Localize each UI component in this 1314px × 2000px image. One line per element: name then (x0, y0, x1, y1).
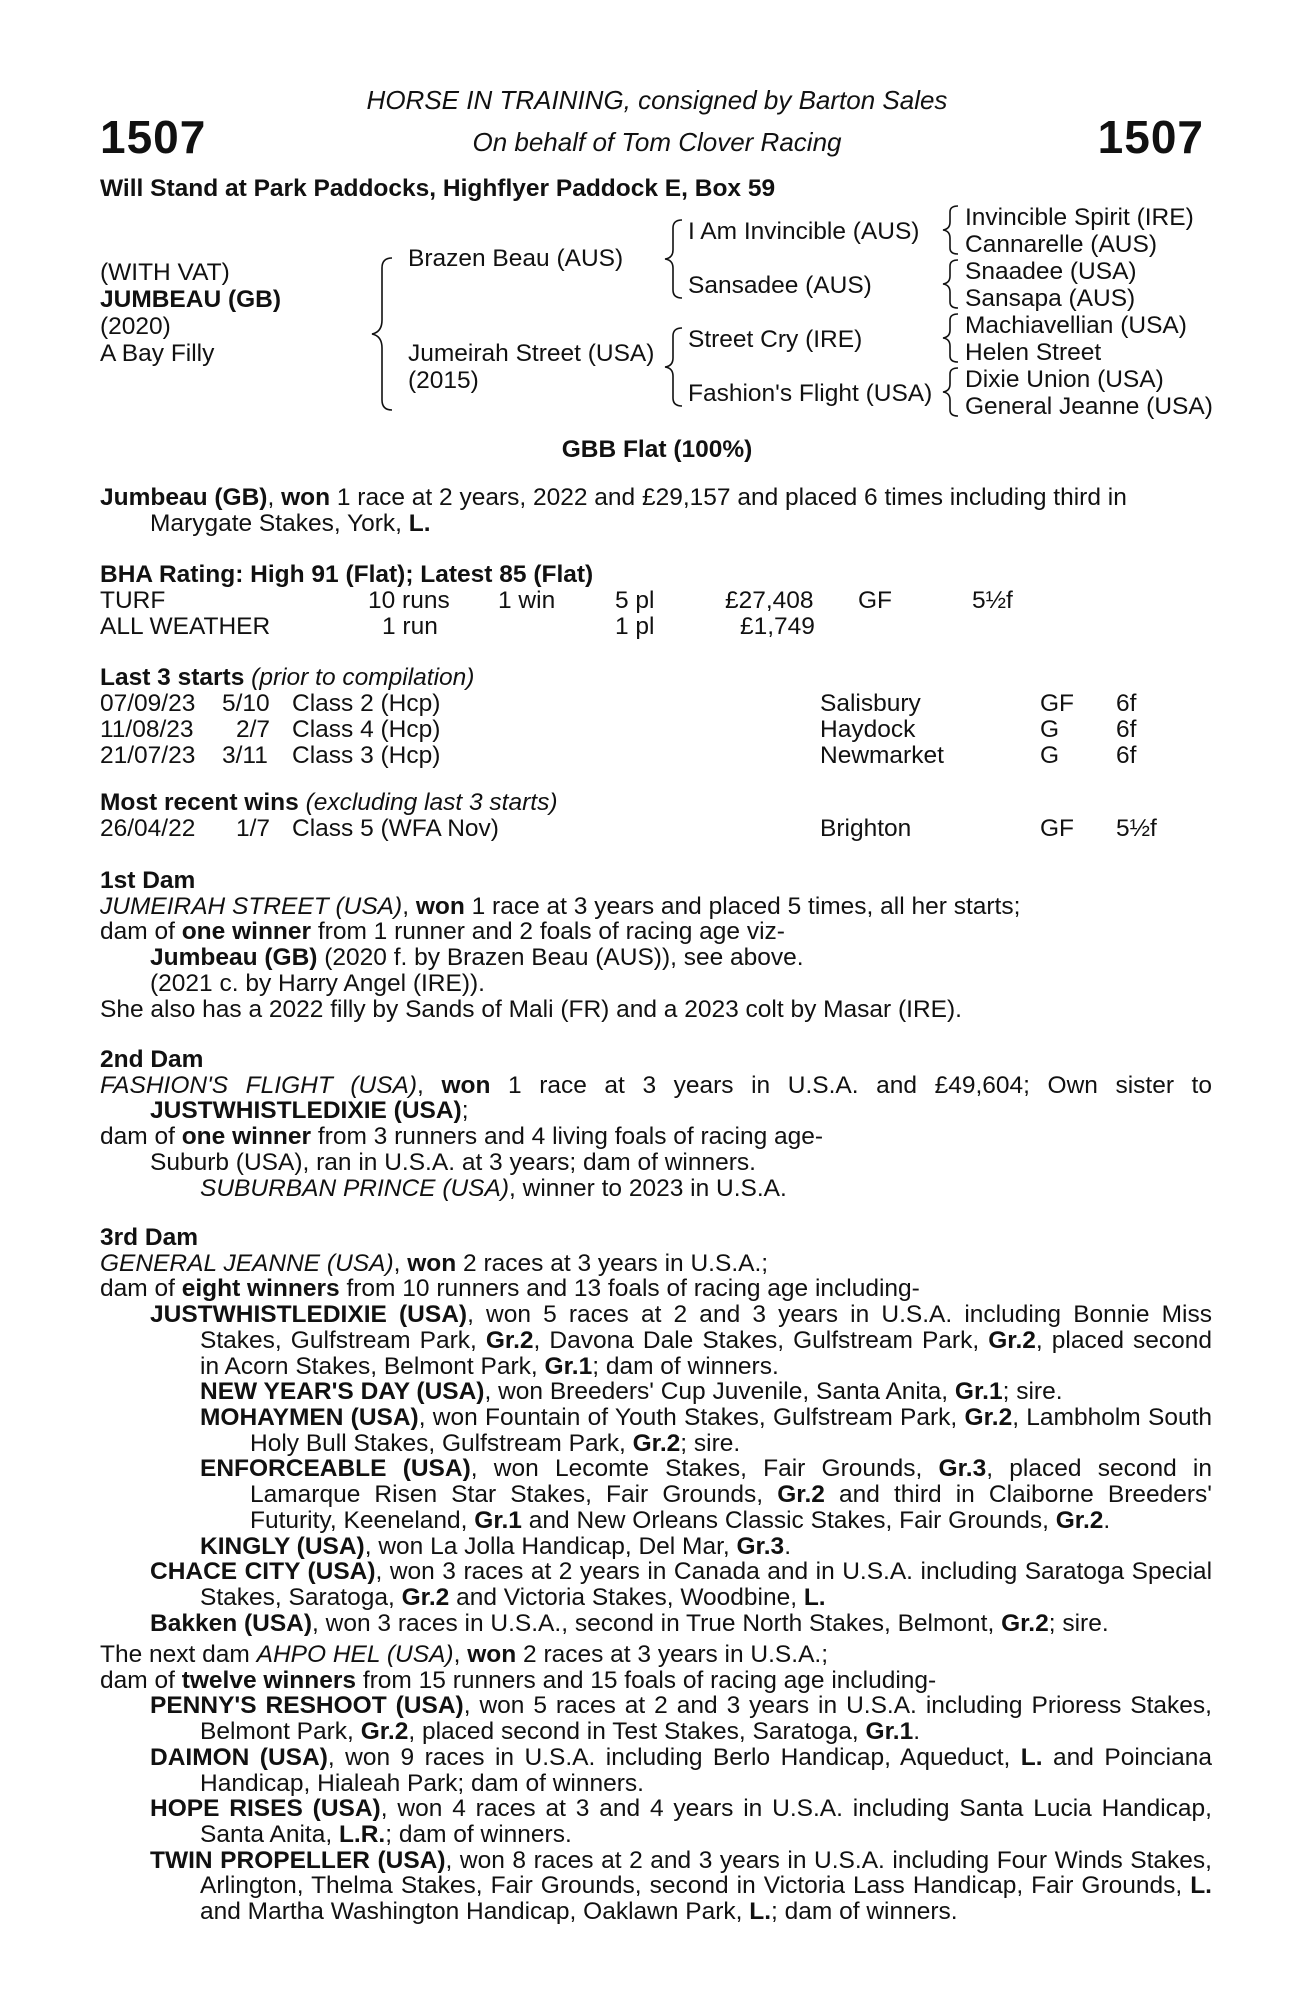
sire-dam: Sansadee (AUS) (688, 272, 872, 299)
lot-number-right: 1507 (1097, 111, 1204, 163)
start-class: Class 2 (Hcp) (292, 689, 441, 717)
dam2-title: 2nd Dam (100, 1046, 204, 1073)
rating-placed: 1 pl (615, 612, 655, 640)
text: , (402, 892, 416, 920)
next-dam (100, 1642, 1212, 1925)
start-date: 11/08/23 (100, 715, 194, 743)
text: ; dam of winners. (385, 1821, 572, 1849)
grade: L. (1190, 1872, 1212, 1900)
progeny-entry (100, 1611, 1212, 1637)
grade: Gr.2 (632, 1429, 681, 1457)
progeny-entry (100, 1693, 1212, 1744)
grade: L. (749, 1898, 772, 1926)
horse-description: A Bay Filly (100, 340, 215, 367)
start-position: 3/11 (222, 741, 268, 769)
start-course: Newmarket (820, 741, 944, 769)
text: and Poinciana Handicap, Hialeah Park; dam of winners. (200, 1743, 1212, 1797)
start-row (100, 717, 1212, 743)
grade: Gr.2 (988, 1326, 1036, 1354)
summary-horse-name: Jumbeau (GB) (100, 484, 268, 511)
progeny-name: JUSTWHISTLEDIXIE (USA) (150, 1301, 468, 1329)
text: (2020 f. by Brazen Beau (AUS)), see above. (317, 944, 804, 972)
progeny-name: NEW YEAR'S DAY (USA) (200, 1378, 485, 1406)
grade: Gr.2 (401, 1584, 450, 1612)
grade: Gr.3 (938, 1455, 987, 1483)
text: ; dam of winners. (592, 1352, 779, 1380)
progeny-name: Jumbeau (GB) (150, 944, 318, 972)
text: from 1 runner and 2 foals of racing age viz- (311, 918, 785, 946)
dam-dam: Fashion's Flight (USA) (688, 380, 933, 407)
rating-runs: 10 runs (368, 586, 450, 614)
win-going: GF (1040, 814, 1075, 842)
text: , (393, 1249, 408, 1277)
start-position: 5/10 (222, 689, 270, 717)
rating-wins: 1 win (498, 586, 556, 614)
rating-going: GF (858, 586, 893, 614)
last3-note: (prior to compilation) (244, 664, 475, 691)
start-distance: 6f (1116, 689, 1137, 717)
behalf-line: On behalf of Tom Clover Racing (472, 127, 842, 157)
winner-count: one winner (181, 1123, 312, 1151)
progeny-entry (100, 1745, 1212, 1796)
text: , won Lecomte Stakes, Fair Grounds, (470, 1455, 939, 1483)
text: The next dam (100, 1641, 257, 1668)
sire-dam-sire: Snaadee (USA) (965, 258, 1137, 285)
start-date: 21/07/23 (100, 741, 196, 769)
text: dam of (100, 1275, 182, 1303)
sire-sire: I Am Invincible (AUS) (688, 218, 920, 245)
progeny-entry (100, 1302, 1212, 1379)
progeny-entry (100, 1456, 1212, 1533)
progeny-entry (100, 1848, 1212, 1925)
text: , won 9 races in U.S.A. including Berlo Handicap, Aqueduct, (327, 1743, 1021, 1771)
rating-runs: 1 run (382, 612, 438, 640)
win-distance: 5½f (1116, 814, 1157, 842)
text: from 15 runners and 15 foals of racing age including- (356, 1666, 937, 1694)
last-3-starts (100, 665, 1212, 769)
rating-row-turf (100, 588, 1212, 614)
rating-surface: TURF (100, 586, 166, 614)
dam3-name: GENERAL JEANNE (USA) (100, 1249, 394, 1277)
text: from 10 runners and 13 foals of racing age including- (339, 1275, 920, 1303)
grade: L. (803, 1584, 826, 1612)
text: , won 5 races at 2 and 3 years in U.S.A. including Prioress Stakes, Belmont Park, (200, 1692, 1212, 1746)
progeny-name: SUBURBAN PRINCE (USA) (200, 1174, 510, 1202)
rating-money: £27,408 (725, 586, 814, 614)
dam-sire-dam: Helen Street (965, 339, 1102, 366)
text: and Victoria Stakes, Woodbine, (449, 1584, 804, 1612)
progeny-line: Suburb (USA), ran in U.S.A. at 3 years; dam of winners. (150, 1148, 756, 1176)
progeny-line: (2021 c. by Harry Angel (IRE)). (150, 969, 485, 997)
text: 1 race at 3 years and placed 5 times, all her starts; (464, 892, 1021, 920)
recent-title: Most recent wins (100, 789, 299, 816)
sire-dam-dam: Sansapa (AUS) (965, 285, 1136, 312)
text: , won 3 races in U.S.A., second in True North Stakes, Belmont, (312, 1609, 1002, 1637)
rating-placed: 5 pl (615, 586, 655, 614)
start-course: Haydock (820, 715, 916, 743)
dam4-name: AHPO HEL (USA) (256, 1641, 454, 1668)
dam-sire: Street Cry (IRE) (688, 326, 863, 353)
progeny-name: ENFORCEABLE (USA) (200, 1455, 471, 1483)
text: . (1103, 1506, 1111, 1534)
text: . (784, 1532, 791, 1560)
start-going: GF (1040, 689, 1075, 717)
text: , won 3 races at 2 years in Canada and in U.S.A. including Saratoga Special Stakes, Saratoga, (200, 1558, 1213, 1612)
winner-count: eight winners (181, 1275, 340, 1303)
vat-label: (WITH VAT) (100, 259, 230, 286)
recent-note: (excluding last 3 starts) (298, 789, 558, 816)
rating-money: £1,749 (740, 612, 815, 640)
start-class: Class 4 (Hcp) (292, 715, 441, 743)
dam1-title: 1st Dam (100, 867, 196, 894)
start-date: 07/09/23 (100, 689, 196, 717)
text: dam of (100, 1123, 182, 1151)
progeny-name: KINGLY (USA) (200, 1532, 365, 1560)
start-distance: 6f (1116, 715, 1137, 743)
text: , Davona Dale Stakes, Gulfstream Park, (533, 1326, 989, 1354)
last3-title: Last 3 starts (100, 664, 245, 691)
grade: Gr.2 (485, 1326, 534, 1354)
dam1-note: She also has a 2022 filly by Sands of Mali (FR) and a 2023 colt by Masar (IRE). (100, 995, 962, 1023)
text: , Lambholm South Holy Bull Stakes, Gulfstream Park, (250, 1404, 1213, 1457)
text: , won La Jolla Handicap, Del Mar, (364, 1532, 737, 1560)
progeny-entry (100, 1379, 1212, 1405)
sire: Brazen Beau (AUS) (408, 245, 624, 272)
won-label: won (467, 1641, 517, 1668)
dam-dam-dam: General Jeanne (USA) (965, 393, 1213, 420)
consignment-line: HORSE IN TRAINING, consigned by Barton Sales (366, 85, 948, 115)
grade: Gr.2 (964, 1404, 1013, 1432)
winner-count: twelve winners (181, 1666, 357, 1694)
horse-year: (2020) (100, 313, 171, 340)
progeny-name: CHACE CITY (USA) (150, 1558, 376, 1586)
bha-rating (100, 562, 1212, 640)
win-row (100, 816, 1212, 842)
start-row (100, 691, 1212, 717)
text: and Martha Washington Handicap, Oaklawn Park, (200, 1898, 750, 1926)
text: , won 4 races at 3 and 4 years in U.S.A. including Santa Lucia Handicap, Santa Anita, (200, 1795, 1212, 1849)
win-course: Brighton (820, 814, 912, 842)
second-dam (100, 1047, 1212, 1201)
dam: Jumeirah Street (USA) (408, 340, 655, 367)
text: ; sire. (680, 1429, 741, 1457)
start-going: G (1040, 715, 1060, 743)
grade: Gr.1 (474, 1506, 522, 1534)
summary-text: 1 race at 2 years, 2022 and £29,157 and placed 6 times including third in Marygate Stakes, York, (150, 484, 1127, 537)
text: , placed second in Lamarque Risen Star Stakes, Fair Grounds, (250, 1455, 1212, 1509)
text: ; dam of winners. (771, 1898, 958, 1926)
progeny-name: DAIMON (USA) (150, 1743, 328, 1771)
text: , won 5 races at 2 and 3 years in U.S.A. including Bonnie Miss Stakes, Gulfstream Park, (200, 1301, 1212, 1354)
progeny-entry (100, 1559, 1212, 1610)
sire-sire-dam: Cannarelle (AUS) (965, 231, 1157, 258)
lot-number-left: 1507 (100, 111, 207, 163)
grade: Gr.2 (777, 1481, 825, 1509)
dam-dam-sire: Dixie Union (USA) (965, 366, 1164, 393)
progeny-name: MOHAYMEN (USA) (200, 1404, 419, 1432)
text: 1 race at 3 years in U.S.A. and £49,604; Own sister to (490, 1071, 1212, 1099)
text: , (453, 1641, 468, 1668)
start-course: Salisbury (820, 689, 921, 717)
text: , winner to 2023 in U.S.A. (509, 1174, 787, 1202)
text: dam of (100, 918, 182, 946)
winner-count: one winner (181, 918, 312, 946)
progeny-name: HOPE RISES (USA) (150, 1795, 381, 1823)
text: , placed second in Test Stakes, Saratoga, (408, 1718, 866, 1746)
start-class: Class 3 (Hcp) (292, 741, 441, 769)
won-label: won (415, 892, 465, 920)
progeny-name: PENNY'S RESHOOT (USA) (150, 1692, 464, 1720)
win-position: 1/7 (236, 814, 271, 842)
dam-year: (2015) (408, 367, 479, 394)
text: , won Fountain of Youth Stakes, Gulfstream Park, (418, 1404, 965, 1432)
grade: Gr.1 (954, 1378, 1003, 1406)
location-line: Will Stand at Park Paddocks, Highflyer Paddock E, Box 59 (100, 175, 776, 202)
first-dam (100, 868, 1212, 1022)
win-date: 26/04/22 (100, 814, 196, 842)
grade: Gr.2 (1055, 1506, 1104, 1534)
gbb-label: GBB Flat (100%) (561, 436, 753, 463)
most-recent-wins (100, 790, 1212, 842)
start-row (100, 743, 1212, 769)
text: , won 8 races at 2 and 3 years in U.S.A. including Four Winds Stakes, Arlington, Thelma Stakes, Fair Grounds, second in Victoria Lass Handicap, Fair Grounds, (200, 1846, 1212, 1900)
rating-surface: ALL WEATHER (100, 612, 271, 640)
rating-row-all-weather (100, 614, 1212, 640)
start-position: 2/7 (236, 715, 271, 743)
text: , won Breeders' Cup Juvenile, Santa Anita, (484, 1378, 955, 1406)
text: , placed second in Acorn Stakes, Belmont Park, (200, 1326, 1212, 1380)
sire-sire-sire: Invincible Spirit (IRE) (965, 204, 1194, 231)
progeny-entry (100, 1405, 1212, 1456)
text: 2 races at 3 years in U.S.A.; (456, 1249, 769, 1277)
grade: Gr.3 (736, 1532, 785, 1560)
grade: Gr.2 (1001, 1609, 1049, 1637)
dam-sire-sire: Machiavellian (USA) (965, 312, 1187, 339)
start-going: G (1040, 741, 1060, 769)
third-dam (100, 1225, 1212, 1637)
won-label: won (441, 1071, 491, 1099)
dam3-title: 3rd Dam (100, 1224, 199, 1251)
grade: Gr.2 (360, 1718, 409, 1746)
dam2-name: FASHION'S FLIGHT (USA) (100, 1071, 418, 1099)
sister-name: JUSTWHISTLEDIXIE (USA) (150, 1097, 462, 1125)
text: 2 races at 3 years in U.S.A.; (516, 1641, 829, 1668)
progeny-name: TWIN PROPELLER (USA) (150, 1846, 446, 1874)
rating-distance: 5½f (972, 586, 1013, 614)
progeny-name: Bakken (USA) (150, 1609, 313, 1637)
text: dam of (100, 1666, 182, 1694)
text: , (417, 1071, 442, 1099)
won-label: won (407, 1249, 457, 1277)
text: from 3 runners and 4 living foals of racing age- (311, 1123, 824, 1151)
grade: Gr.1 (544, 1352, 593, 1380)
progeny-entry (100, 1534, 1212, 1560)
dam1-name: JUMEIRAH STREET (USA) (100, 892, 403, 920)
text: and third in Claiborne Breeders' Futurity, Keeneland, (250, 1481, 1212, 1534)
text: ; sire. (1002, 1378, 1063, 1406)
text: and New Orleans Classic Stakes, Fair Grounds, (521, 1506, 1056, 1534)
summary-listed: L. (408, 509, 431, 537)
grade: L. (1020, 1743, 1043, 1771)
progeny-entry (100, 1796, 1212, 1847)
rating-title: BHA Rating: High 91 (Flat); Latest 85 (Flat) (100, 561, 594, 588)
win-class: Class 5 (WFA Nov) (292, 814, 499, 842)
start-distance: 6f (1116, 741, 1137, 769)
text: . (913, 1718, 921, 1746)
text: ; sire. (1048, 1609, 1109, 1637)
horse-name: JUMBEAU (GB) (100, 286, 282, 313)
text: ; (461, 1097, 469, 1125)
summary-won: won (281, 484, 331, 511)
grade: L.R. (338, 1821, 386, 1849)
summary: Jumbeau (GB), won 1 race at 2 years, 2022 and £29,157 and placed 6 times including third in Marygate Stakes, York, L. (100, 484, 1127, 537)
grade: Gr.1 (865, 1718, 914, 1746)
